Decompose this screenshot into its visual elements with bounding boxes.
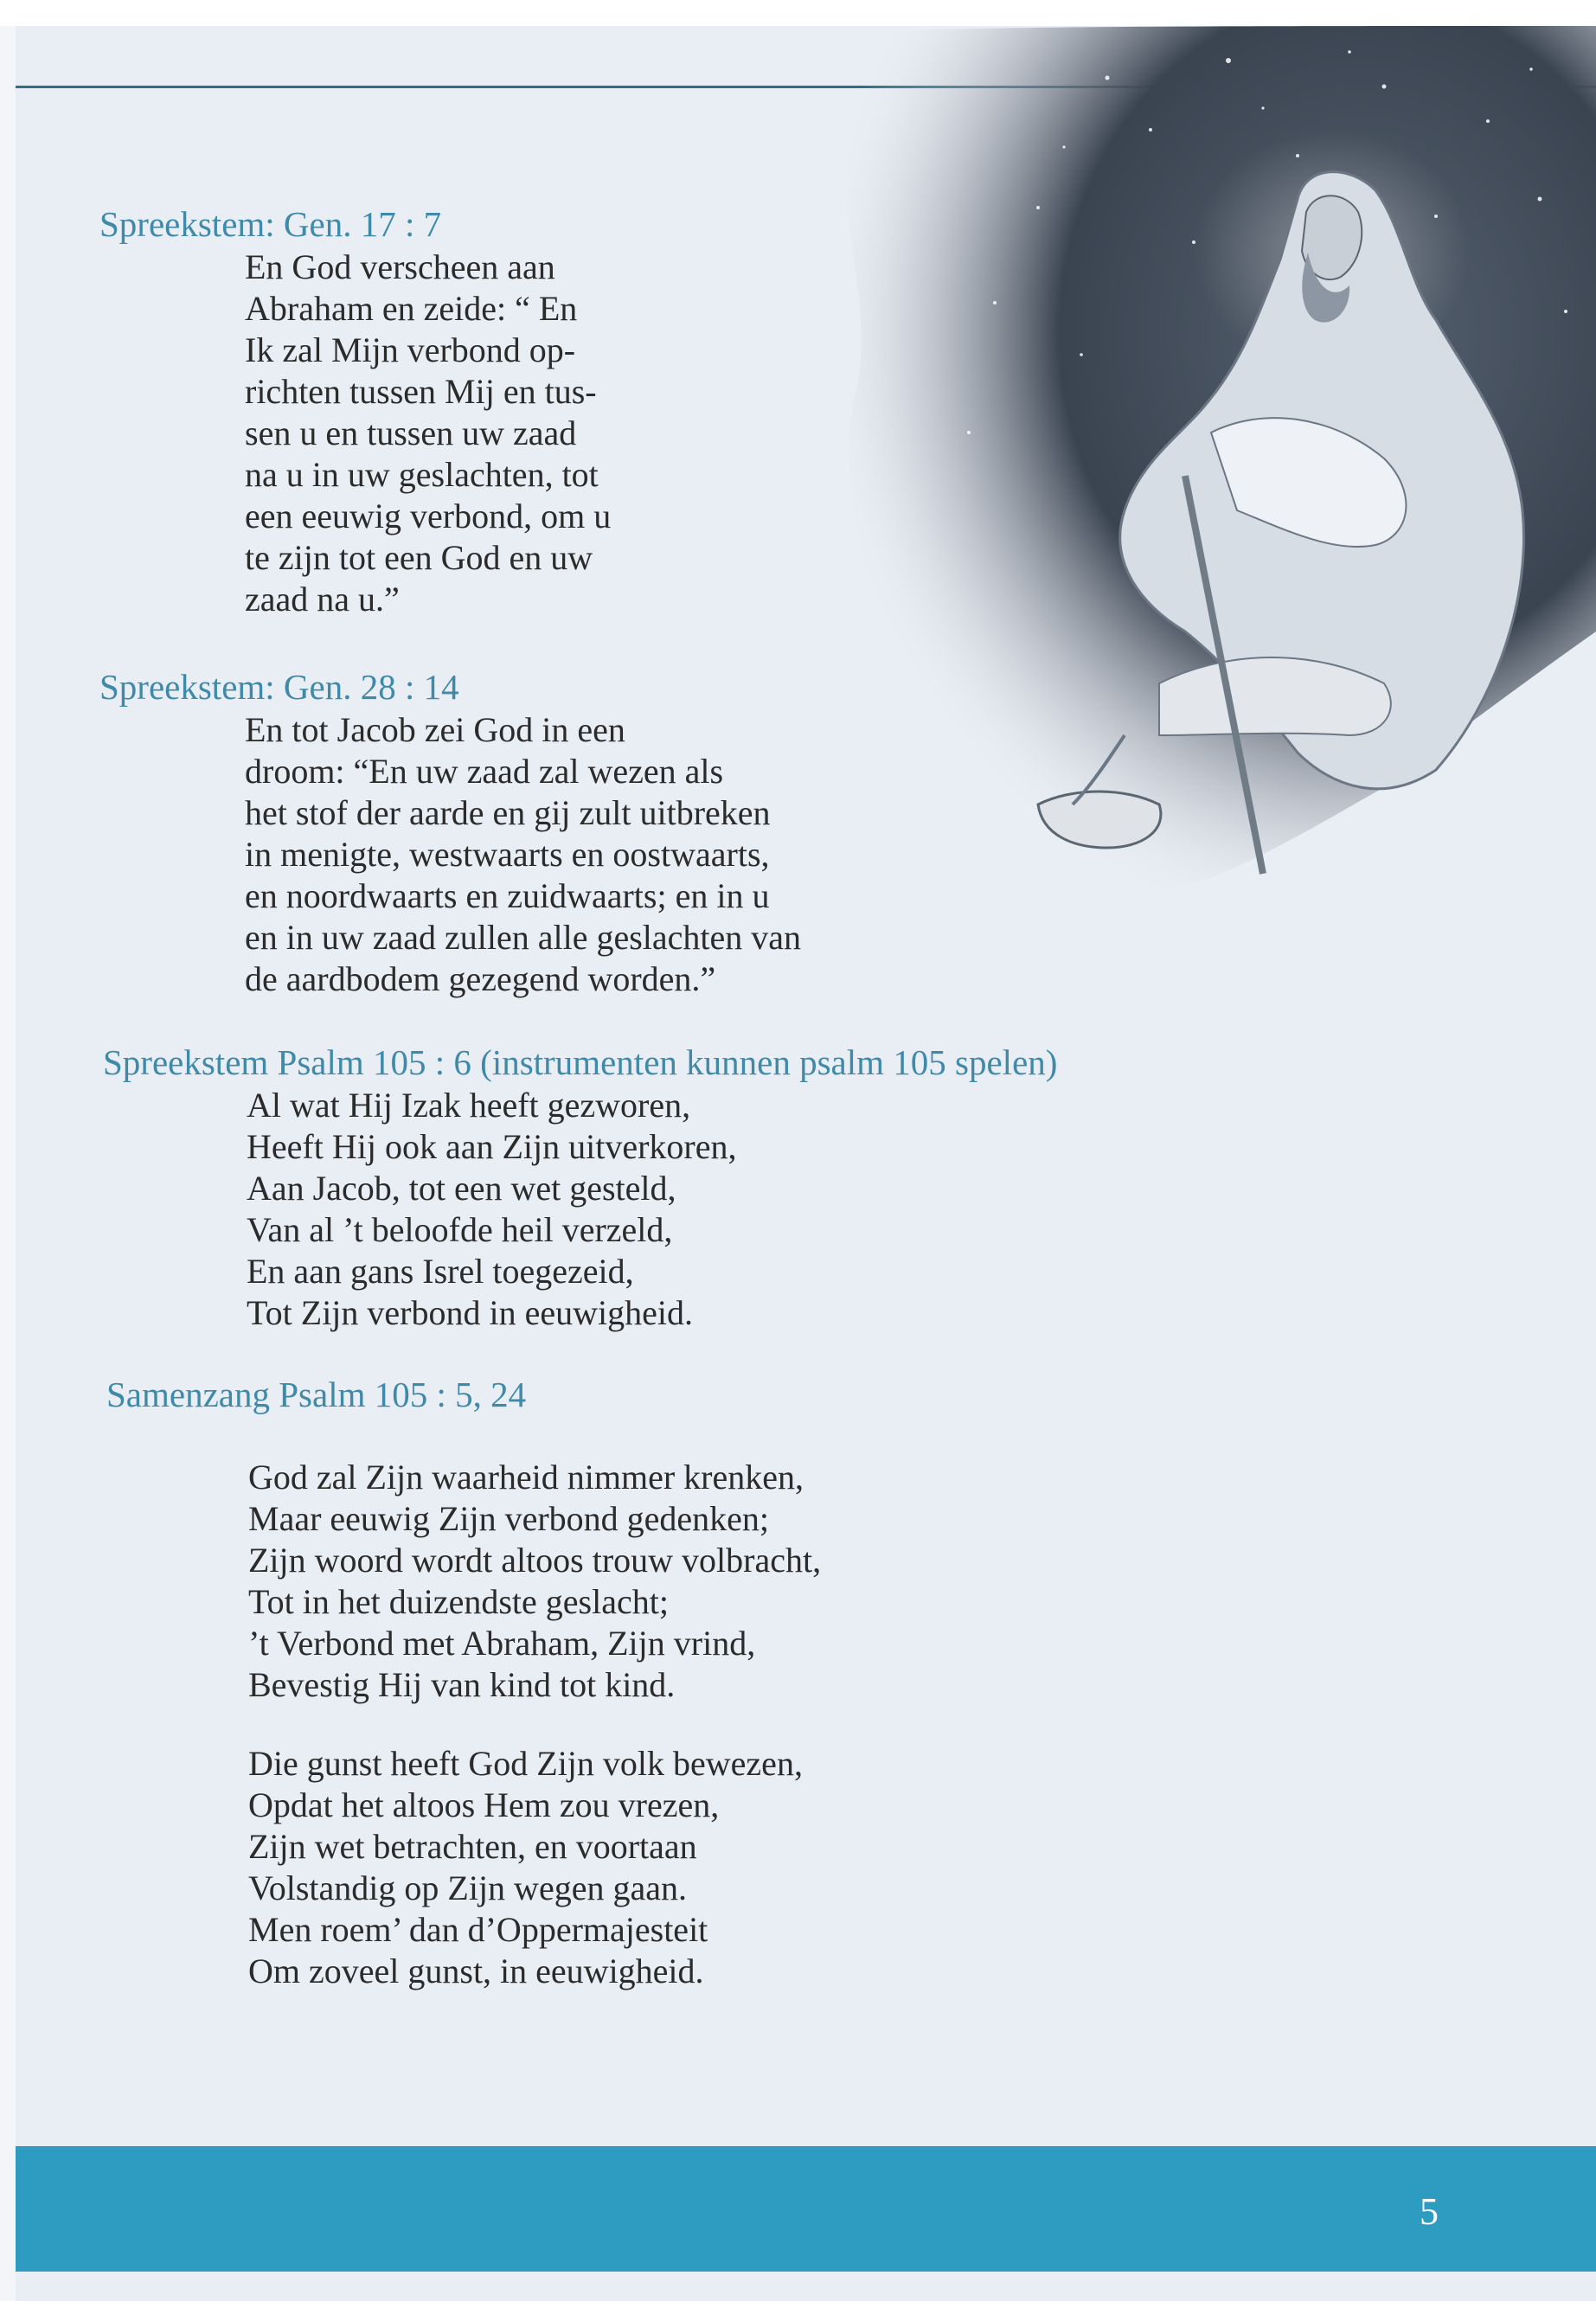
section-4-stanza-2 — [248, 1743, 803, 1992]
page-edge — [0, 26, 16, 2301]
section-3-heading: Spreekstem Psalm 105 : 6 (instrumenten kunnen psalm 105 spelen) — [103, 1042, 1058, 1082]
illustration-abraham-praying — [779, 26, 1596, 960]
verse-line: Maar eeuwig Zijn verbond gedenken; — [248, 1499, 770, 1538]
verse-line: Opdat het altoos Hem zou vrezen, — [248, 1785, 720, 1824]
verse-line: de aardbodem gezegend worden.” — [245, 959, 716, 998]
section-1-heading: Spreekstem: Gen. 17 : 7 — [99, 204, 442, 244]
verse-line: Men roem’ dan d’Oppermajesteit — [248, 1910, 708, 1949]
section-4-stanza-1 — [248, 1457, 821, 1706]
section-3-text — [247, 1085, 736, 1334]
verse-line: in menigte, westwaarts en oostwaarts, — [245, 835, 770, 874]
section-2-text — [245, 709, 801, 1000]
verse-line: Van al ’t beloofde heil verzeld, — [247, 1210, 673, 1249]
section-2-heading: Spreekstem: Gen. 28 : 14 — [99, 667, 459, 707]
verse-line: Die gunst heeft God Zijn volk bewezen, — [248, 1744, 803, 1783]
verse-line: Volstandig op Zijn wegen gaan. — [248, 1868, 687, 1907]
verse-line: het stof der aarde en gij zult uitbreken — [245, 793, 771, 832]
verse-line: Om zoveel gunst, in eeuwigheid. — [248, 1952, 704, 1990]
verse-line: Abraham en zeide: “ En — [245, 289, 578, 328]
verse-line: sen u en tussen uw zaad — [245, 413, 577, 452]
verse-line: God zal Zijn waarheid nimmer krenken, — [248, 1458, 804, 1497]
section-1-text — [245, 247, 611, 620]
verse-line: Tot Zijn verbond in eeuwigheid. — [247, 1293, 693, 1332]
verse-line: een eeuwig verbond, om u — [245, 497, 612, 535]
verse-line: te zijn tot een God en uw — [245, 538, 593, 577]
verse-line: Zijn woord wordt altoos trouw volbracht, — [248, 1541, 822, 1580]
verse-line: Bevestig Hij van kind tot kind. — [248, 1665, 676, 1704]
verse-line: en in uw zaad zullen alle geslachten van — [245, 918, 802, 957]
verse-line: ’t Verbond met Abraham, Zijn vrind, — [248, 1624, 756, 1663]
verse-line: en noordwaarts en zuidwaarts; en in u — [245, 876, 770, 915]
verse-line: Aan Jacob, tot een wet gesteld, — [247, 1169, 676, 1208]
footer-bar — [16, 2146, 1596, 2272]
verse-line: zaad na u.” — [245, 580, 400, 619]
verse-line: Heeft Hij ook aan Zijn uitverkoren, — [247, 1127, 737, 1166]
verse-line: droom: “En uw zaad zal wezen als — [245, 752, 724, 791]
verse-line: En God verscheen aan — [245, 247, 555, 286]
verse-line: richten tussen Mij en tus- — [245, 372, 597, 411]
verse-line: En aan gans Isrel toegezeid, — [247, 1252, 634, 1291]
verse-line: Al wat Hij Izak heeft gezworen, — [247, 1086, 691, 1125]
section-4-heading: Samenzang Psalm 105 : 5, 24 — [106, 1375, 527, 1414]
verse-line: Zijn wet betrachten, en voortaan — [248, 1827, 697, 1866]
verse-line: Ik zal Mijn verbond op- — [245, 330, 576, 369]
verse-line: Tot in het duizendste geslacht; — [248, 1582, 669, 1621]
verse-line: na u in uw geslachten, tot — [245, 455, 599, 494]
verse-line: En tot Jacob zei God in een — [245, 710, 625, 749]
page-number: 5 — [1420, 2190, 1439, 2233]
